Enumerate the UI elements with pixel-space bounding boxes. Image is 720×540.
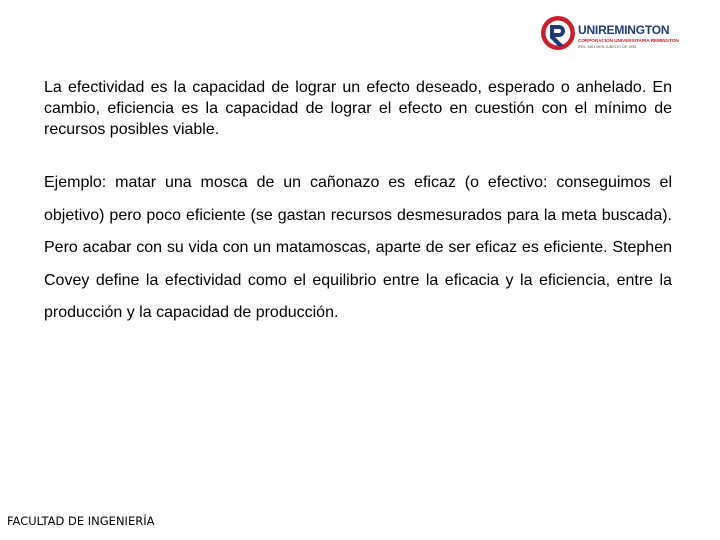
logo-wordmark: UNIREMINGTON (578, 23, 670, 37)
logo-registration: RES. 2661 MEN JUNIO 21 DE 1996 (578, 45, 637, 49)
uniremington-logo (540, 12, 690, 54)
definition-paragraph: La efectividad es la capacidad de lograr un efecto deseado, esperado o anhelado. En cambio, eficiencia es la capacidad de lograr el efecto en cuestión con el mínimo de recursos posibles viable. (44, 79, 672, 138)
logo-tagline: CORPORACIÓN UNIVERSITARIA REMINGTON (578, 38, 679, 43)
uniremington-emblem-icon (540, 12, 576, 54)
example-paragraph: Ejemplo: matar una mosca de un cañonazo es eficaz (o efectivo: conseguimos el objetivo) pero poco eficiente (se gastan recursos desmesurados para la meta buscada). Pero acabar con su vida con un matamoscas, aparte de ser eficaz es eficiente. Stephen Covey define la efectividad como el equilibrio entre la eficacia y la eficiencia, entre la producción y la capacidad de producción. (44, 174, 672, 321)
faculty-footer: FACULTAD DE INGENIERÍA (7, 514, 155, 528)
